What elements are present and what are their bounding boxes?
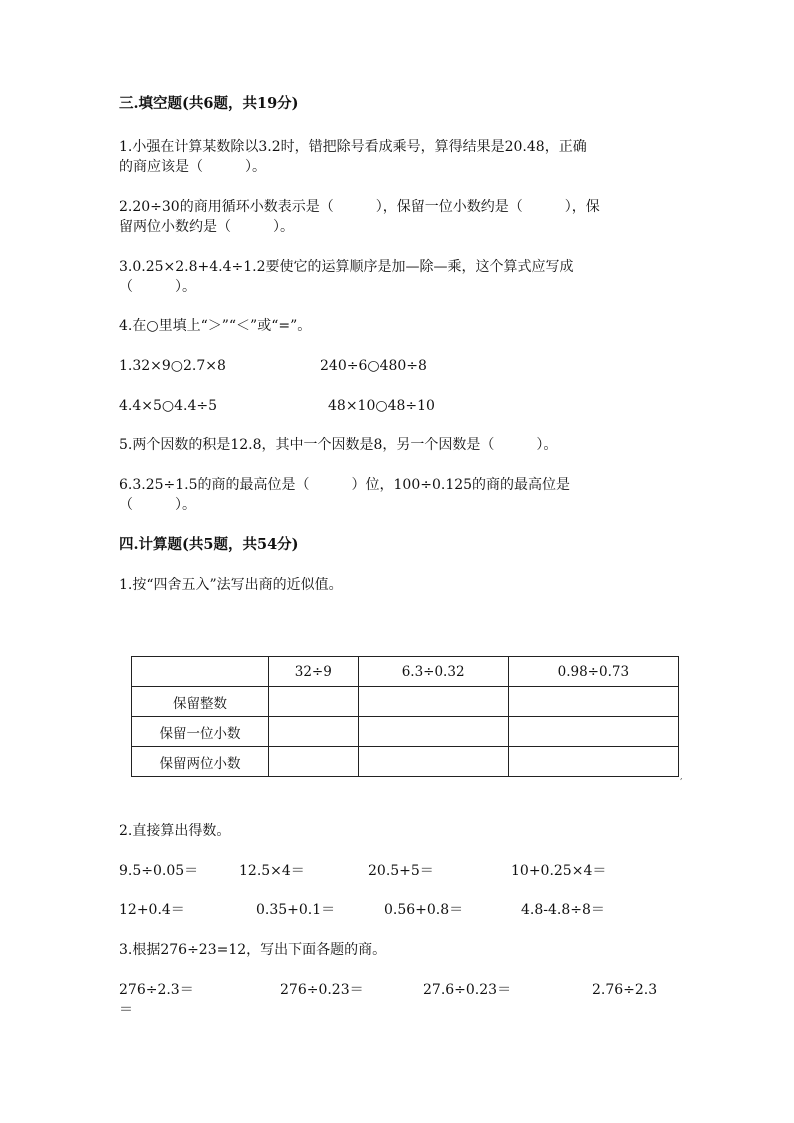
question-3-4-line1: 4.在○里填上“＞”“＜”或“=”。 [119, 318, 312, 334]
calc-item: 20.5+5＝ [368, 863, 434, 879]
question-3-1-line2: 的商应该是（ ）。 [119, 159, 266, 175]
table-header-row [132, 657, 679, 687]
question-4-1-line1: 1.按“四舍五入”法写出商的近似值。 [119, 577, 343, 593]
question-3-5-line1: 5.两个因数的积是12.8，其中一个因数是8，另一个因数是（ ）。 [119, 437, 558, 453]
calc-item: 0.56+0.8＝ [384, 902, 464, 918]
table-tick-mark: , [680, 772, 683, 781]
quotient-item: 276÷2.3＝ [119, 982, 194, 998]
quotient-item: 27.6÷0.23＝ [423, 982, 512, 998]
question-4-2-line1: 2.直接算出得数。 [119, 823, 231, 839]
table-header-cell: 6.3÷0.32 [358, 657, 508, 687]
question-3-3-line1: 3.0.25×2.8+4.4÷1.2要使它的运算顺序是加—除—乘，这个算式应写成 [119, 259, 574, 275]
calc-item: 12+0.4＝ [119, 902, 185, 918]
table-row-label: 保留整数 [132, 687, 269, 717]
question-3-2-line2: 留两位小数约是（ ）。 [119, 219, 294, 235]
calc-item: 4.8-4.8÷8＝ [521, 902, 605, 918]
table-row-label: 保留两位小数 [132, 747, 269, 777]
question-3-3-line2: （ ）。 [119, 279, 196, 295]
calc-item: 9.5÷0.05＝ [119, 863, 199, 879]
table-cell [508, 687, 678, 717]
calc-item: 10+0.25×4＝ [511, 863, 607, 879]
question-3-4-item-c: 4.4×5○4.4÷5 [119, 398, 218, 414]
question-3-1-line1: 1.小强在计算某数除以3.2时，错把除号看成乘号，算得结果是20.48，正确 [119, 139, 587, 155]
table-row-label: 保留一位小数 [132, 717, 269, 747]
question-3-4-item-d: 48×10○48÷10 [328, 398, 435, 414]
table-header-cell: 32÷9 [269, 657, 359, 687]
question-3-6-line1: 6.3.25÷1.5的商的最高位是（ ）位，100÷0.125的商的最高位是 [119, 477, 571, 493]
question-3-6-line2: （ ）。 [119, 497, 196, 513]
table-cell [358, 717, 508, 747]
table-row [132, 687, 679, 717]
table-cell [269, 717, 359, 747]
table-header-cell [132, 657, 269, 687]
calc-item: 0.35+0.1＝ [256, 902, 336, 918]
rounding-table [131, 656, 679, 777]
question-3-4-item-b: 240÷6○480÷8 [320, 358, 427, 374]
quotient-item: 276÷0.23＝ [280, 982, 364, 998]
question-3-4-item-a: 1.32×9○2.7×8 [119, 358, 226, 374]
table-cell [508, 747, 678, 777]
table-cell [358, 747, 508, 777]
quotient-item-continuation: ＝ [119, 1002, 133, 1018]
section-3-title: 三.填空题(共6题，共19分) [119, 95, 299, 112]
question-3-2-line1: 2.20÷30的商用循环小数表示是（ ），保留一位小数约是（ ），保 [119, 199, 600, 215]
table-cell [508, 717, 678, 747]
table-cell [269, 687, 359, 717]
calc-item: 12.5×4＝ [239, 863, 305, 879]
question-4-3-line1: 3.根据276÷23=12，写出下面各题的商。 [119, 942, 387, 958]
quotient-item: 2.76÷2.3 [592, 982, 658, 998]
section-4-title: 四.计算题(共5题，共54分) [119, 536, 299, 553]
table-cell [358, 687, 508, 717]
table-cell [269, 747, 359, 777]
table-row [132, 717, 679, 747]
table-row [132, 747, 679, 777]
table-header-cell: 0.98÷0.73 [508, 657, 678, 687]
